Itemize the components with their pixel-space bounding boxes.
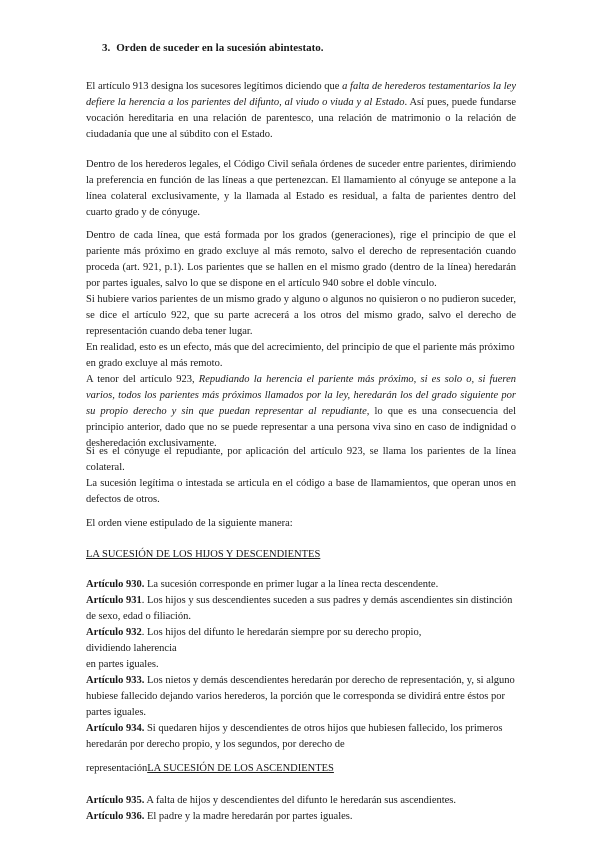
paragraph-text: lo que es una consecuencia del principio anterior, dado que no se puede representar a una persona viva sino en caso de indignidad o desheredación exclusivamente. <box>86 406 516 449</box>
article-label: Artículo 931 <box>86 595 142 606</box>
article-930 <box>86 577 516 593</box>
article-text: . Los hijos y sus descendientes suceden a sus padres y demás ascendientes sin distinción de sexo, edad o filiación. <box>86 595 513 622</box>
article-935 <box>86 793 516 809</box>
article-label: Artículo 934. <box>86 723 145 734</box>
paragraph-articulo-922: Si hubiere varios parientes de un mismo grado y alguno o algunos no quisieron o no pudieron suceder, se dice el artículo 922, que su parte acrecerá a los otros del mismo grado, salvo el derecho de representación cuando deba tener lugar. <box>86 294 516 337</box>
article-932-line-2: dividiendo laherencia <box>86 643 177 654</box>
paragraph-conyuge-repudiante: Si es el cónyuge el repudiante, por aplicación del artículo 923, se llama los parientes de la línea colateral. <box>86 446 516 473</box>
article-text: Los nietos y demás descendientes heredarán por derecho de representación, y, si alguno hubiese fallecido dejando varios herederos, la porción que le corresponda se dividirá entre éstos por partes iguales. <box>86 675 515 718</box>
paragraph-text: . Así pues, puede fundarse vocación hereditaria en una relación de parentesco, una relación de matrimonio o la relación de ciudadanía que une al súbdito con el Estado. <box>86 97 516 140</box>
representacion-word: representación <box>86 763 148 774</box>
heading-ascendientes: LA SUCESIÓN DE LOS ASCENDIENTES <box>147 763 334 774</box>
article-text: Si quedaren hijos y descendientes de otros hijos que hubiesen fallecido, los primeros heredarán por derecho propio, y los segundos, por derecho de <box>86 723 503 750</box>
paragraph-dentro-de-cada-linea: Dentro de cada línea, que está formada por los grados (generaciones), rige el principio de que el pariente más próximo en grado excluye al más remoto, salvo el derecho de representación cuando proceda (art. 921, p.1). Los parientes que se hallen en el mismo grado (dentro de la línea) heredarán por partes iguales, salvo lo que se dispone en el artículo 940 sobre el doble vínculo. <box>86 230 516 289</box>
italic-quote: a falta de herederos testamentarios la ley defiere la herencia a los parientes del difunto, al viudo o viuda y al Estado <box>86 81 516 108</box>
paragraph-text: A tenor del artículo 923, <box>86 374 199 385</box>
article-932-line-3: en partes iguales. <box>86 659 159 670</box>
article-label: Artículo 932 <box>86 627 142 638</box>
paragraph-en-realidad: En realidad, esto es un efecto, más que del acrecimiento, del principio de que el pariente más próximo en grado excluye al más remoto. <box>86 342 515 369</box>
article-932 <box>86 625 516 641</box>
section-number: 3. <box>102 42 111 54</box>
article-text: La sucesión corresponde en primer lugar a la línea recta descendente. <box>144 579 439 590</box>
article-label: Artículo 936. <box>86 811 145 822</box>
article-label: Artículo 930. <box>86 579 145 590</box>
article-931 <box>86 593 516 625</box>
article-933 <box>86 673 516 721</box>
paragraph-articulo-923 <box>86 372 516 452</box>
article-936 <box>86 809 516 825</box>
article-text: El padre y la madre heredarán por partes iguales. <box>144 811 353 822</box>
article-text: . Los hijos del difunto le heredarán siempre por su derecho propio, <box>141 627 422 638</box>
article-934 <box>86 721 516 753</box>
section-title-text: Orden de suceder en la sucesión abintestato. <box>116 42 324 54</box>
section-title <box>102 40 532 56</box>
article-label: Artículo 933. <box>86 675 145 686</box>
representacion-line <box>86 761 516 777</box>
paragraph-herederos-legales: Dentro de los herederos legales, el Código Civil señala órdenes de suceder entre parientes, dirimiendo la preferencia en función de las líneas a que pertenezcan. El llamamiento al cónyuge se antepone a la línea colateral exclusivamente, y la llamada al Estado es residual, a falta de parientes dentro del cuarto grado y de cónyuge. <box>86 159 516 218</box>
paragraph-article-913 <box>86 79 516 143</box>
heading-hijos-descendientes: LA SUCESIÓN DE LOS HIJOS Y DESCENDIENTES <box>86 549 321 560</box>
article-text: A falta de hijos y descendientes del difunto le heredarán sus ascendientes. <box>144 795 457 806</box>
paragraph-orden: El orden viene estipulado de la siguiente manera: <box>86 518 293 529</box>
paragraph-text: El artículo 913 designa los sucesores legítimos diciendo que <box>86 81 343 92</box>
article-label: Artículo 935. <box>86 795 145 806</box>
italic-quote: Repudiando la herencia el pariente más próximo, si es solo o, si fueren varios, todos los parientes más próximos llamados por la ley, heredarán los del grado siguiente por su propio derecho y sin que puedan representar al repudiante, <box>86 374 516 417</box>
paragraph-sucesion-legitima: La sucesión legítima o intestada se articula en el código a base de llamamientos, que operan unos en defectos de otros. <box>86 478 516 505</box>
